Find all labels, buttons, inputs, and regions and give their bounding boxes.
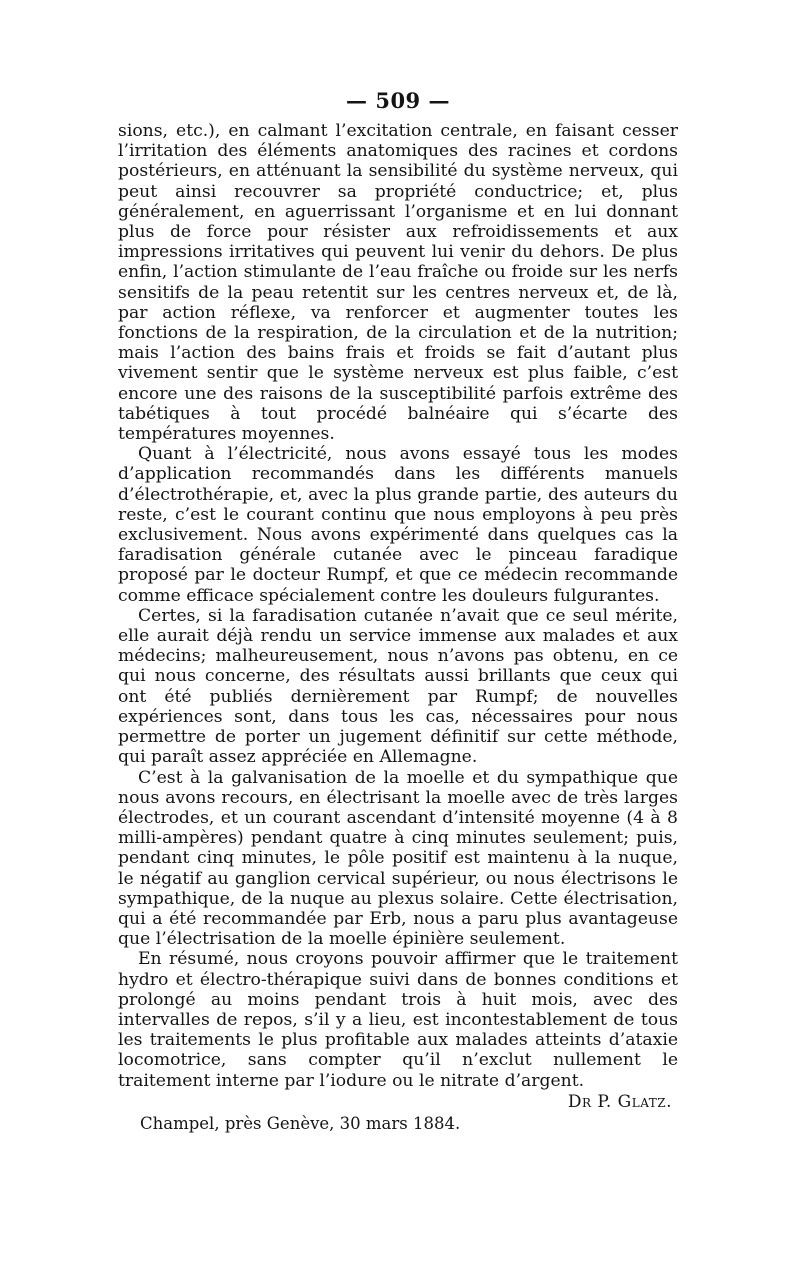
book-page <box>118 88 678 1134</box>
paragraph-4: C’est à la galvanisation de la moelle et du sympathique que nous avons recours, en électrisant la moelle avec de très larges électrodes, et un courant ascendant d’intensité moyenne (4 à 8 milli-ampères) pendant quatre à cinq minutes seulement; puis, pendant cinq minutes, le pôle positif est maintenu à la nuque, le négatif au ganglion cervical supérieur, ou nous électrisons le sympathique, de la nuque au plexus solaire. Cette électrisation, qui a été recommandée par Erb, nous a paru plus avantageuse que l’électrisation de la moelle épinière seulement. <box>118 767 678 950</box>
page-number: — 509 — <box>346 88 450 113</box>
dateline: Champel, près Genève, 30 mars 1884. <box>140 1113 461 1133</box>
paragraph-5: En résumé, nous croyons pouvoir affirmer que le traitement hydro et électro-thérapique suivi dans de bonnes conditions et prolongé au moins pendant trois à huit mois, avec des intervalles de repos, s’il y a lieu, est incontestablement de tous les traitements le plus profitable aux malades atteints d’ataxie locomotrice, sans compter qu’il n’exclut nullement le traitement interne par l’iodure ou le nitrate d’argent. <box>118 949 678 1091</box>
paragraph-2: Quant à l’électricité, nous avons essayé tous les modes d’application recommandés dans les différents manuels d’électrothérapie, et, avec la plus grande partie, des auteurs du reste, c’est le courant continu que nous employons à peu près exclusivement. Nous avons expérimenté dans quelques cas la faradisation générale cutanée avec le pinceau faradique proposé par le docteur Rumpf, et que ce médecin recommande comme efficace spécialement contre les douleurs fulgurantes. <box>118 444 678 606</box>
author-signature: Dr P. Glatz. <box>567 1091 672 1112</box>
paragraph-1: sions, etc.), en calmant l’excitation centrale, en faisant cesser l’irritation des éléments anatomiques des racines et cordons postérieurs, en atténuant la sensibilité du système nerveux, qui peut ainsi recouvrer sa propriété conductrice; et, plus généralement, en aguerrissant l’organisme et en lui donnant plus de force pour résister aux refroidissements et aux impressions irritatives qui peuvent lui venir du dehors. De plus enfin, l’action stimulante de l’eau fraîche ou froide sur les nerfs sensitifs de la peau retentit sur les centres nerveux et, de là, par action réflexe, va renforcer et augmenter toutes les fonctions de la respiration, de la circulation et de la nutrition; mais l’action des bains frais et froids se fait d’autant plus vivement sentir que le système nerveux est plus faible, c’est encore une des raisons de la susceptibilité parfois extrême des tabétiques à tout procédé balnéaire qui s’écarte des températures moyennes. <box>118 121 678 445</box>
paragraph-3: Certes, si la faradisation cutanée n’avait que ce seul mérite, elle aurait déjà rendu un service immense aux malades et aux médecins; malheureusement, nous n’avons pas obtenu, en ce qui nous concerne, des résultats aussi brillants que ceux qui ont été publiés dernièrement par Rumpf; de nouvelles expériences sont, dans tous les cas, nécessaires pour nous permettre de porter un jugement définitif sur cette méthode, qui paraît assez appréciée en Allemagne. <box>118 605 678 768</box>
